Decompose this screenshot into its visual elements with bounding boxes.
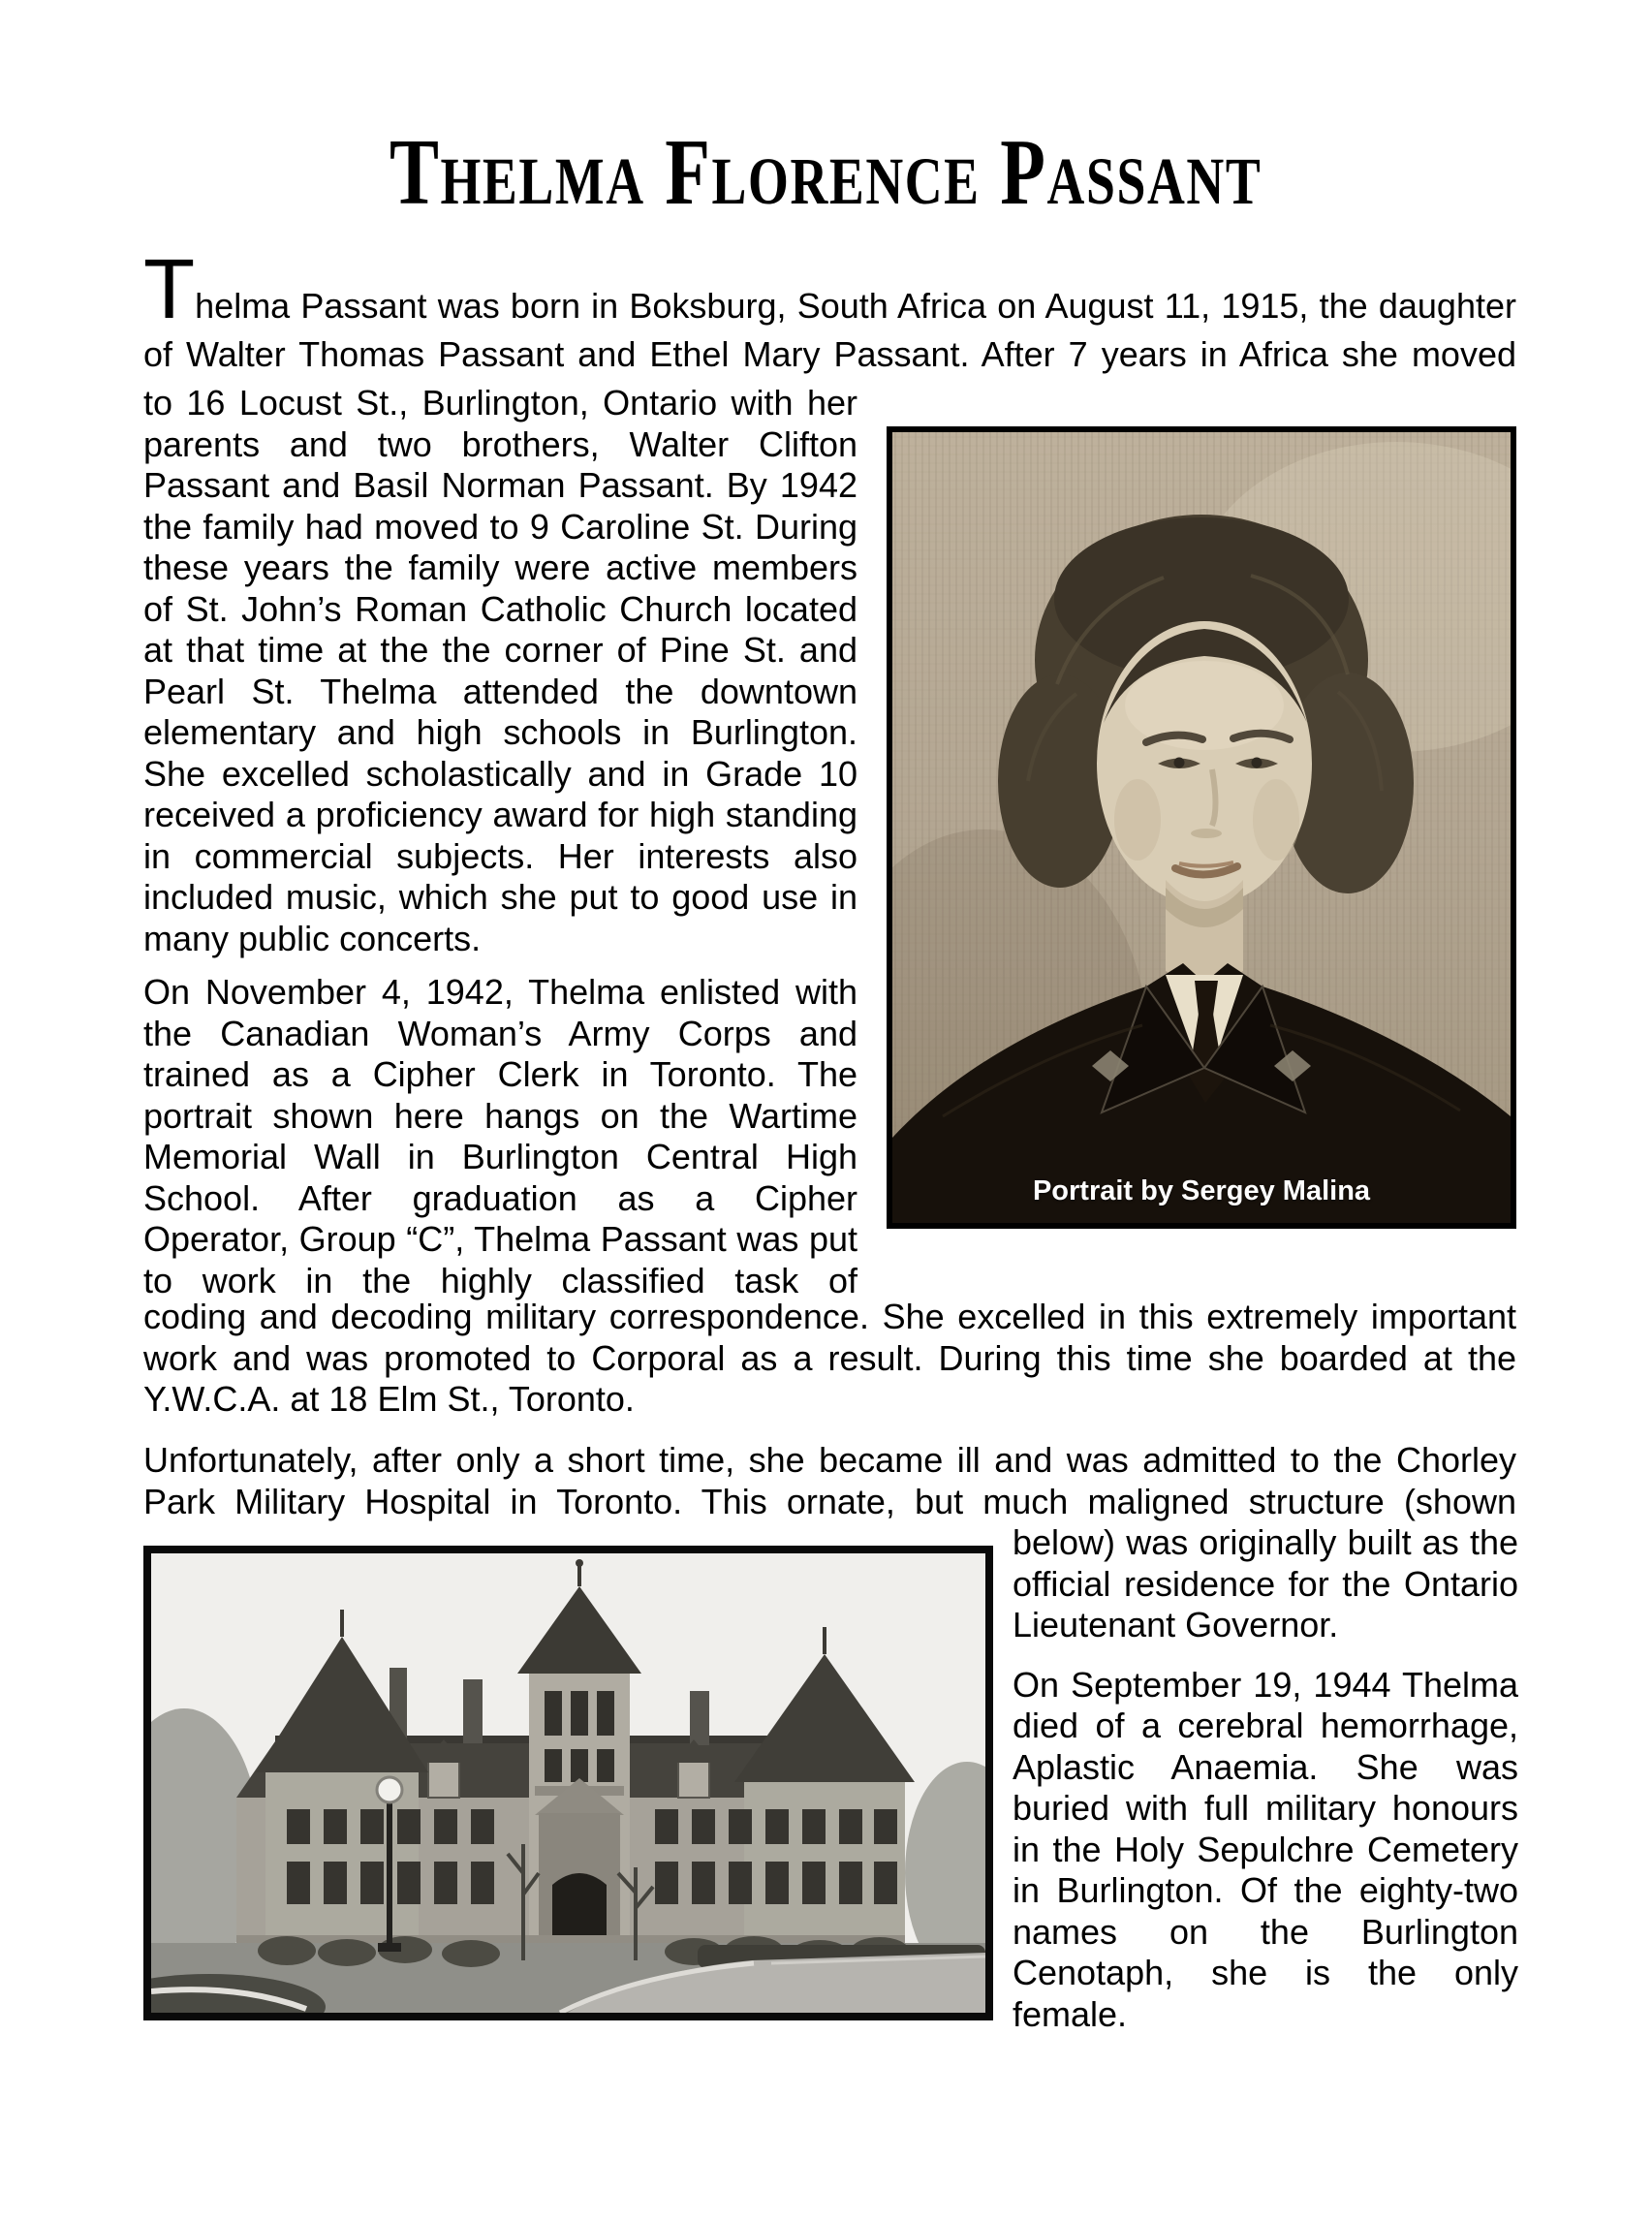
paragraph-4: On September 19, 1944 Thelma died of a cerebral hemorrhage, Aplastic Anaemia. She was buried with full military honours in the Holy Sepulchre Cemetery in Burlington. Of the eighty-two names on the Burlington Cenotaph, she is the only female. (1013, 1664, 1518, 2034)
portrait-image (892, 432, 1511, 1223)
drop-cap-initial: T (143, 242, 196, 336)
portrait-caption: Portrait by Sergey Malina (1032, 1175, 1371, 1206)
paragraph-3-right: below) was originally built as the official residence for the Ontario Lieutenant Governor. (1013, 1522, 1518, 1644)
page-title: Thelma Florence Passant (390, 120, 1262, 225)
left-text-column (143, 383, 857, 1314)
building-photo-figure (143, 1546, 993, 2020)
paragraph-1-intro (143, 242, 1516, 379)
paragraph-3-intro: Unfortunately, after only a short time, she became ill and was admitted to the Chorley Park Military Hospital in Toronto. This ornate, but much maligned structure (shown (143, 1440, 1516, 1521)
paragraph-2-continued: coding and decoding military correspondence. She excelled in this extremely important work and was promoted to Corporal as a result. During this time she boarded at the Y.W.C.A. at 18 Elm St., Toronto. (143, 1297, 1516, 1419)
building-image (151, 1553, 985, 2013)
right-text-column (1013, 1522, 1518, 2053)
portrait-figure (887, 426, 1516, 1229)
paragraph-2-left: On November 4, 1942, Thelma enlisted with the Canadian Woman’s Army Corps and trained as a Cipher Clerk in Toronto. The portrait shown here hangs on the Wartime Memorial Wall in Burlington Central High School. After graduation as a Cipher Operator, Group “C”, Thelma Passant was put to work in the highly classified task of (143, 972, 857, 1300)
title-row (0, 120, 1652, 225)
paragraph-1-rest: to 16 Locust St., Burlington, Ontario with her parents and two brothers, Walter Clifton Passant and Basil Norman Passant. By 1942 the family had moved to 9 Caroline St. During these years the family were active members of St. John’s Roman Catholic Church located at that time at the the corner of Pine St. and Pearl St. Thelma attended the downtown elementary and high schools in Burlington. She excelled scholastically and in Grade 10 received a proficiency award for high standing in commercial subjects. Her interests also included music, which she put to good use in many public concerts. (143, 383, 857, 958)
paragraph-1-intro-text: helma Passant was born in Boksburg, South Africa on August 11, 1915, the daughter of Walter Thomas Passant and Ethel Mary Passant. After 7 years in Africa she moved (143, 286, 1516, 374)
